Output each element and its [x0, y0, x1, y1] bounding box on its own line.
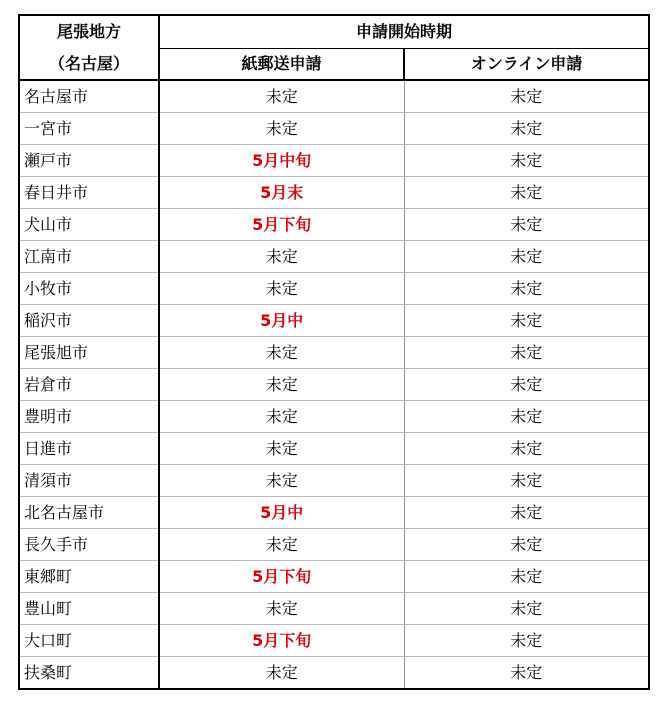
table-row: [19, 273, 649, 305]
online-header: オンライン申請: [404, 49, 649, 81]
table-row: [19, 401, 649, 433]
paper-application-start: 未定: [159, 369, 404, 401]
online-application-start: 未定: [404, 593, 649, 625]
city-name: 東郷町: [19, 561, 159, 593]
paper-application-start: 未定: [159, 113, 404, 145]
table-row: [19, 177, 649, 209]
table-row: [19, 561, 649, 593]
city-name: 大口町: [19, 625, 159, 657]
paper-application-start: 5月末: [159, 177, 404, 209]
table-header: [19, 15, 649, 80]
online-application-start: 未定: [404, 561, 649, 593]
table-body: [19, 80, 649, 689]
paper-application-start: 未定: [159, 593, 404, 625]
table-row: [19, 433, 649, 465]
paper-application-start: 未定: [159, 401, 404, 433]
table-row: [19, 593, 649, 625]
city-name: 長久手市: [19, 529, 159, 561]
paper-application-start: 未定: [159, 657, 404, 690]
online-application-start: 未定: [404, 305, 649, 337]
paper-application-start: 5月下旬: [159, 625, 404, 657]
city-name: 豊山町: [19, 593, 159, 625]
online-application-start: 未定: [404, 273, 649, 305]
paper-application-start: 未定: [159, 465, 404, 497]
schedule-table: [18, 14, 650, 690]
table-row: [19, 369, 649, 401]
paper-application-start: 5月下旬: [159, 209, 404, 241]
paper-application-start: 未定: [159, 80, 404, 113]
paper-application-start: 5月中: [159, 305, 404, 337]
city-name: 春日井市: [19, 177, 159, 209]
table-row: [19, 337, 649, 369]
table-row: [19, 241, 649, 273]
period-header: 申請開始時期: [159, 15, 649, 49]
online-application-start: 未定: [404, 177, 649, 209]
online-application-start: 未定: [404, 337, 649, 369]
city-name: 北名古屋市: [19, 497, 159, 529]
paper-application-start: 未定: [159, 241, 404, 273]
region-header-line1: 尾張地方: [19, 15, 159, 49]
online-application-start: 未定: [404, 497, 649, 529]
paper-application-start: 未定: [159, 337, 404, 369]
paper-application-start: 未定: [159, 273, 404, 305]
city-name: 豊明市: [19, 401, 159, 433]
region-header-line2: （名古屋）: [19, 49, 159, 81]
online-application-start: 未定: [404, 145, 649, 177]
paper-header: 紙郵送申請: [159, 49, 404, 81]
table-row: [19, 80, 649, 113]
paper-application-start: 5月下旬: [159, 561, 404, 593]
table-row: [19, 209, 649, 241]
online-application-start: 未定: [404, 625, 649, 657]
city-name: 瀬戸市: [19, 145, 159, 177]
city-name: 扶桑町: [19, 657, 159, 690]
online-application-start: 未定: [404, 209, 649, 241]
online-application-start: 未定: [404, 657, 649, 690]
city-name: 稲沢市: [19, 305, 159, 337]
online-application-start: 未定: [404, 80, 649, 113]
table-row: [19, 305, 649, 337]
city-name: 一宮市: [19, 113, 159, 145]
city-name: 江南市: [19, 241, 159, 273]
paper-application-start: 5月中: [159, 497, 404, 529]
city-name: 清須市: [19, 465, 159, 497]
table-row: [19, 497, 649, 529]
city-name: 日進市: [19, 433, 159, 465]
online-application-start: 未定: [404, 113, 649, 145]
paper-application-start: 未定: [159, 433, 404, 465]
table-row: [19, 625, 649, 657]
city-name: 岩倉市: [19, 369, 159, 401]
online-application-start: 未定: [404, 369, 649, 401]
online-application-start: 未定: [404, 529, 649, 561]
city-name: 小牧市: [19, 273, 159, 305]
city-name: 名古屋市: [19, 80, 159, 113]
paper-application-start: 未定: [159, 529, 404, 561]
table-row: [19, 529, 649, 561]
table-row: [19, 145, 649, 177]
online-application-start: 未定: [404, 433, 649, 465]
online-application-start: 未定: [404, 401, 649, 433]
table-row: [19, 113, 649, 145]
table-row: [19, 465, 649, 497]
city-name: 尾張旭市: [19, 337, 159, 369]
table-row: [19, 657, 649, 690]
online-application-start: 未定: [404, 465, 649, 497]
online-application-start: 未定: [404, 241, 649, 273]
paper-application-start: 5月中旬: [159, 145, 404, 177]
city-name: 犬山市: [19, 209, 159, 241]
